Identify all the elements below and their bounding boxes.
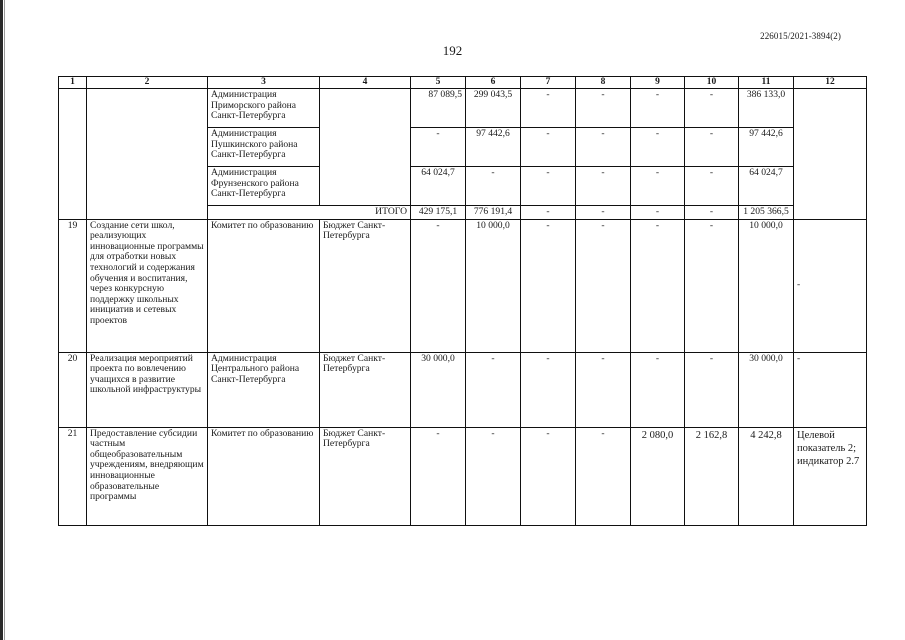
col-header: 6 — [466, 77, 521, 89]
cell-value: - — [521, 128, 576, 167]
cell-value: - — [521, 352, 576, 427]
document-id: 226015/2021-3894(2) — [760, 31, 841, 41]
page-number: 192 — [442, 43, 463, 58]
cell-name — [87, 89, 208, 220]
cell-value: 4 242,8 — [739, 427, 794, 525]
cell-note: - — [794, 219, 867, 352]
cell-note: - — [794, 352, 867, 427]
cell-value: - — [685, 128, 739, 167]
cell-value: - — [631, 206, 685, 220]
cell-value: - — [631, 219, 685, 352]
cell-value: 10 000,0 — [739, 219, 794, 352]
cell-value: - — [411, 128, 466, 167]
budget-table — [58, 76, 867, 526]
col-header: 9 — [631, 77, 685, 89]
cell-source — [320, 89, 411, 206]
cell-value: 97 442,6 — [739, 128, 794, 167]
cell-value: - — [576, 167, 631, 206]
cell-value: - — [521, 167, 576, 206]
scan-edge-line — [4, 0, 5, 640]
cell-value: - — [521, 219, 576, 352]
cell-value: - — [685, 167, 739, 206]
cell-executor: Комитет по образованию — [208, 427, 320, 525]
table-row — [59, 219, 867, 352]
cell-value: - — [685, 219, 739, 352]
cell-value: 386 133,0 — [739, 89, 794, 128]
cell-note — [794, 89, 867, 220]
cell-note: Целевой показатель 2; индикатор 2.7 — [794, 427, 867, 525]
cell-value: - — [466, 427, 521, 525]
col-header: 1 — [59, 77, 87, 89]
cell-num: 21 — [59, 427, 87, 525]
cell-name: Предоставление субсидии частным общеобразовательным учреждениям, внедряющим инновационные образовательные программы — [87, 427, 208, 525]
cell-value: 30 000,0 — [411, 352, 466, 427]
col-header: 11 — [739, 77, 794, 89]
header-row — [59, 77, 867, 89]
cell-value: 776 191,4 — [466, 206, 521, 220]
cell-value: 10 000,0 — [466, 219, 521, 352]
cell-value: 64 024,7 — [739, 167, 794, 206]
cell-value: 64 024,7 — [411, 167, 466, 206]
cell-source: Бюджет Санкт-Петербурга — [320, 427, 411, 525]
cell-value: 299 043,5 — [466, 89, 521, 128]
itogo-label: ИТОГО — [208, 206, 411, 220]
cell-value: 2 162,8 — [685, 427, 739, 525]
cell-value: 2 080,0 — [631, 427, 685, 525]
cell-name: Создание сети школ, реализующих инновационные программы для отработки новых технологий и содержания обучения и воспитания, через конкурсную поддержку школьных инициатив и сетевых проектов — [87, 219, 208, 352]
col-header: 5 — [411, 77, 466, 89]
cell-value: - — [521, 206, 576, 220]
cell-value: - — [576, 128, 631, 167]
cell-source: Бюджет Санкт-Петербурга — [320, 219, 411, 352]
cell-num — [59, 89, 87, 220]
col-header: 10 — [685, 77, 739, 89]
cell-value: 97 442,6 — [466, 128, 521, 167]
col-header: 2 — [87, 77, 208, 89]
cell-value: - — [631, 352, 685, 427]
col-header: 8 — [576, 77, 631, 89]
cell-value: - — [631, 89, 685, 128]
cell-value: - — [576, 206, 631, 220]
cell-value: - — [521, 89, 576, 128]
col-header: 12 — [794, 77, 867, 89]
cell-value: 30 000,0 — [739, 352, 794, 427]
cell-value: - — [466, 167, 521, 206]
table-row — [59, 427, 867, 525]
table-row — [59, 352, 867, 427]
cell-num: 19 — [59, 219, 87, 352]
cell-value: - — [685, 206, 739, 220]
cell-executor: Администрация Приморского района Санкт-Петербурга — [208, 89, 320, 128]
cell-value: 87 089,5 — [411, 89, 466, 128]
cell-value: 1 205 366,5 — [739, 206, 794, 220]
cell-value: - — [631, 128, 685, 167]
col-header: 4 — [320, 77, 411, 89]
scan-edge — [0, 0, 3, 640]
cell-value: - — [685, 352, 739, 427]
cell-source: Бюджет Санкт-Петербурга — [320, 352, 411, 427]
cell-value: - — [411, 219, 466, 352]
cell-value: - — [411, 427, 466, 525]
cell-num: 20 — [59, 352, 87, 427]
table-row — [59, 89, 867, 128]
cell-value: - — [466, 352, 521, 427]
cell-name: Реализация мероприятий проекта по вовлечению учащихся в развитие школьной инфраструктуры — [87, 352, 208, 427]
cell-value: - — [521, 427, 576, 525]
cell-value: 429 175,1 — [411, 206, 466, 220]
cell-executor: Администрация Фрунзенского района Санкт-Петербурга — [208, 167, 320, 206]
cell-value: - — [576, 352, 631, 427]
cell-value: - — [685, 89, 739, 128]
cell-value: - — [576, 427, 631, 525]
cell-executor: Администрация Пушкинского района Санкт-Петербурга — [208, 128, 320, 167]
cell-value: - — [631, 167, 685, 206]
cell-executor: Администрация Центрального района Санкт-Петербурга — [208, 352, 320, 427]
col-header: 3 — [208, 77, 320, 89]
cell-value: - — [576, 219, 631, 352]
col-header: 7 — [521, 77, 576, 89]
cell-value: - — [576, 89, 631, 128]
cell-executor: Комитет по образованию — [208, 219, 320, 352]
